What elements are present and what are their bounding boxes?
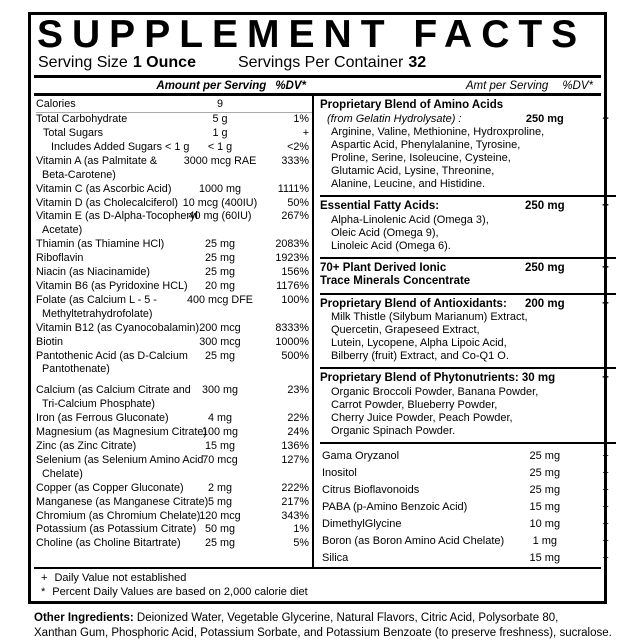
nutrient-name xyxy=(36,523,197,537)
footnote-symbol: + xyxy=(41,572,48,584)
nutrient-name xyxy=(36,155,175,183)
nutrient-name xyxy=(36,384,191,412)
section-title-row xyxy=(320,99,616,113)
nutrient-name-line: Total Sugars xyxy=(43,127,104,140)
nutrient-row xyxy=(36,384,312,412)
supplement-name: Gama Oryzanol xyxy=(322,449,400,462)
nutrient-dv: 136% xyxy=(281,439,309,452)
column-headers xyxy=(34,78,601,93)
other-ingredients-line2: Xanthan Gum, Phosphoric Acid, Potassium Sorbate, and Potassium Benzoate (to preserve freshness), sucralose. xyxy=(34,626,612,639)
nutrient-name-line: Vitamin A (as Palmitate & xyxy=(36,154,158,167)
ingredient-line: Lutein, Lycopene, Alpha Lipoic Acid, xyxy=(331,337,507,350)
nutrient-row xyxy=(36,454,312,482)
nutrient-name-line: Iron (as Ferrous Gluconate) xyxy=(36,412,169,425)
section-title xyxy=(320,298,507,312)
nutrient-row xyxy=(36,523,312,537)
footnotes xyxy=(34,569,601,601)
nutrient-row xyxy=(36,98,312,113)
nutrient-dv: 1% xyxy=(293,113,309,126)
nutrient-name-line: Choline (as Choline Bitartrate) xyxy=(36,537,181,550)
nutrient-dv: 100% xyxy=(281,293,309,306)
nutrient-amount: 70 mcg xyxy=(202,453,238,466)
nutrient-name-line: Beta-Carotene) xyxy=(42,168,116,181)
nutrient-amount: 2 mg xyxy=(207,481,232,494)
supplement-amount: 25 mg xyxy=(529,483,561,496)
nutrient-name-line: Vitamin E (as D-Alpha-Tocopheryl xyxy=(36,210,198,223)
blend-section xyxy=(320,197,616,259)
nutrient-name xyxy=(36,509,201,524)
section-amount: 250 mg xyxy=(525,112,564,125)
footnote-row xyxy=(41,586,601,600)
nutrient-dv: <2% xyxy=(287,140,309,153)
other-ingredients-line1: Deionized Water, Vegetable Glycerine, Natural Flavors, Citric Acid, Polysorbate 80, xyxy=(136,612,559,624)
servings-per-container-value: 32 xyxy=(408,54,427,71)
nutrient-amount: 300 mcg xyxy=(199,335,241,348)
supplement-dv: + xyxy=(602,534,609,547)
nutrient-name xyxy=(36,440,175,454)
supplement-row xyxy=(320,516,616,533)
section-title-row xyxy=(320,262,616,289)
facts-body xyxy=(34,96,609,567)
nutrient-name-line: Includes Added Sugars < 1 g xyxy=(51,140,190,153)
section-title: Proprietary Blend of Amino Acids xyxy=(320,99,504,112)
footnote-row xyxy=(41,572,601,586)
nutrient-name-line: Copper (as Copper Gluconate) xyxy=(36,481,184,494)
nutrient-row xyxy=(36,252,312,266)
right-column xyxy=(314,96,616,567)
nutrient-dv: + xyxy=(302,127,309,140)
nutrient-row xyxy=(36,336,312,350)
nutrient-name-line: Riboflavin xyxy=(36,252,84,265)
nutrient-name-line: Chromium (as Chromium Chelate) xyxy=(36,509,201,522)
nutrient-name-line: Pantothenic Acid (as D-Calcium xyxy=(36,349,188,362)
supplement-dv: + xyxy=(602,500,609,513)
supplement-dv: + xyxy=(602,483,609,496)
section-title-line: 70+ Plant Derived Ionic xyxy=(320,261,447,274)
ingredient-line: Alanine, Leucine, and Histidine. xyxy=(331,178,486,191)
nutrient-row xyxy=(36,350,312,378)
section-dv: + xyxy=(602,297,609,310)
supplement-amount: 15 mg xyxy=(529,500,561,513)
supplement-dv: + xyxy=(602,517,609,530)
supplement-row xyxy=(320,550,616,567)
nutrient-dv: 1923% xyxy=(275,252,309,265)
nutrient-dv: 1111% xyxy=(277,182,309,195)
left-dv-header: %DV* xyxy=(275,80,306,93)
nutrient-name-line: Folate (as Calcium L - 5 - xyxy=(36,293,157,306)
nutrient-dv: 50% xyxy=(287,196,309,209)
nutrient-amount: 9 xyxy=(216,98,223,111)
nutrient-row xyxy=(36,537,312,551)
other-ingredients xyxy=(34,611,614,640)
nutrient-amount: 25 mg xyxy=(204,537,235,550)
ingredient-line: Aspartic Acid, Phenylalanine, Tyrosine, xyxy=(331,139,521,152)
section-title-line: Trace Minerals Concentrate xyxy=(320,275,471,288)
nutrient-dv: 500% xyxy=(281,349,309,362)
nutrient-amount: 25 mg xyxy=(204,266,235,279)
nutrient-row xyxy=(36,127,312,141)
supplement-row xyxy=(320,533,616,550)
left-column xyxy=(34,96,314,567)
nutrient-amount: 1 g xyxy=(212,127,228,140)
left-amount-header: Amount per Serving xyxy=(156,80,267,93)
nutrient-name-line: Pantothenate) xyxy=(42,363,110,376)
nutrient-name-line: Manganese (as Manganese Citrate) xyxy=(36,495,209,508)
nutrient-name-line: Chelate) xyxy=(42,467,83,480)
nutrient-row xyxy=(36,183,312,197)
nutrient-name xyxy=(36,98,175,112)
ingredient-line: Arginine, Valine, Methionine, Hydroxproline, xyxy=(331,126,545,139)
nutrient-name-line: Thiamin (as Thiamine HCl) xyxy=(36,238,165,251)
servings-per-container-label: Servings Per Container xyxy=(237,54,404,71)
nutrient-name-line: Calories xyxy=(36,98,76,111)
section-dv: + xyxy=(602,372,609,385)
nutrient-name-line: Potassium (as Potassium Citrate) xyxy=(36,523,197,536)
ingredient-line: Cherry Juice Powder, Peach Powder, xyxy=(331,411,513,424)
nutrient-row xyxy=(36,280,312,294)
nutrient-name xyxy=(36,140,190,155)
nutrient-name xyxy=(36,426,208,440)
nutrient-dv: 127% xyxy=(281,453,309,466)
nutrient-dv: 222% xyxy=(281,481,309,494)
nutrient-amount: 5 g xyxy=(212,113,228,126)
ingredient-line: Oleic Acid (Omega 9), xyxy=(331,226,439,239)
nutrient-name xyxy=(36,252,175,266)
supplement-row xyxy=(320,482,616,499)
footnote-symbol: * xyxy=(41,585,46,598)
nutrient-row xyxy=(36,266,312,280)
nutrient-row xyxy=(36,197,312,211)
nutrient-row xyxy=(36,113,312,127)
nutrient-dv: 22% xyxy=(287,412,309,425)
right-sections xyxy=(320,96,616,444)
blend-section xyxy=(320,295,616,370)
nutrient-name xyxy=(36,453,204,482)
nutrient-amount: 50 mg xyxy=(204,523,235,536)
nutrient-row xyxy=(36,155,312,183)
supplement-facts-panel xyxy=(28,12,607,604)
supplement-name: Boron (as Boron Amino Acid Chelate) xyxy=(322,534,505,547)
footnote-text: Daily Value not established xyxy=(54,572,187,584)
nutrient-row xyxy=(36,294,312,322)
supplement-amount: 10 mg xyxy=(529,517,561,530)
supplement-dv: + xyxy=(602,449,609,462)
nutrient-dv: 1000% xyxy=(275,335,309,348)
ingredient-line: Milk Thistle (Silybum Marianum) Extract, xyxy=(331,311,528,324)
supplement-row xyxy=(320,465,616,482)
nutrient-name xyxy=(36,294,175,322)
section-dv: + xyxy=(602,112,609,125)
section-title-line: Proprietary Blend of Antioxidants: xyxy=(320,297,507,310)
nutrient-row xyxy=(36,426,312,440)
ingredient-line: Glutamic Acid, Lysine, Threonine, xyxy=(331,165,495,178)
nutrient-row xyxy=(36,510,312,524)
nutrient-name xyxy=(36,196,179,211)
nutrient-name xyxy=(36,349,188,378)
nutrient-name-line: Methyltetrahydrofolate) xyxy=(42,307,153,320)
nutrient-amount: 25 mg xyxy=(204,252,235,265)
ingredient-line: Organic Spinach Powder. xyxy=(331,424,456,437)
section-dv: + xyxy=(602,200,609,213)
section-title-line: Essential Fatty Acids: xyxy=(320,200,440,213)
section-title-row xyxy=(320,298,616,312)
ingredient-line: Quercetin, Grapeseed Extract, xyxy=(331,324,480,337)
serving-info xyxy=(34,53,601,75)
nutrient-amount: 25 mg xyxy=(204,349,235,362)
nutrient-dv: 23% xyxy=(287,384,309,397)
nutrient-name-line: Acetate) xyxy=(42,224,83,237)
nutrient-amount: 4 mg xyxy=(207,412,232,425)
ingredient-line: Alpha-Linolenic Acid (Omega 3), xyxy=(331,213,489,226)
left-column-header xyxy=(34,80,312,92)
panel-title: SUPPLEMENT FACTS xyxy=(37,13,587,56)
right-rows xyxy=(320,444,616,567)
ingredient-line: Proline, Serine, Isoleucine, Cysteine, xyxy=(331,152,511,165)
right-amount-header: Amt per Serving xyxy=(465,80,549,93)
nutrient-dv: 333% xyxy=(281,154,309,167)
supplement-name: Silica xyxy=(322,551,349,564)
nutrient-name-line: Selenium (as Selenium Amino Acid xyxy=(36,453,204,466)
nutrient-name-line: Vitamin C (as Ascorbic Acid) xyxy=(36,182,172,195)
section-amount: 250 mg xyxy=(524,200,565,213)
supplement-name: DimethylGlycine xyxy=(322,517,402,530)
section-title: Proprietary Blend of Phytonutrients: 30 mg xyxy=(320,372,556,385)
nutrient-name-line: Zinc (as Zinc Citrate) xyxy=(36,439,137,452)
section-subtitle: (from Gelatin Hydrolysate) : xyxy=(327,112,462,125)
nutrient-dv: 8333% xyxy=(275,321,309,334)
nutrient-row xyxy=(36,412,312,426)
supplement-amount: 25 mg xyxy=(529,466,561,479)
serving-size-label: Serving Size xyxy=(38,54,128,71)
nutrient-name-line: Niacin (as Niacinamide) xyxy=(36,266,151,279)
nutrient-dv: 217% xyxy=(281,495,309,508)
nutrient-amount: 5 mg xyxy=(207,495,232,508)
nutrient-amount: 300 mg xyxy=(201,384,238,397)
section-title xyxy=(320,200,507,214)
nutrient-row xyxy=(36,141,312,155)
supplement-name: Citrus Bioflavonoids xyxy=(322,483,420,496)
ingredient-line: Bilberry (fruit) Extract, and Co-Q1 O. xyxy=(331,350,509,363)
nutrient-amount: 200 mcg xyxy=(199,321,241,334)
supplement-amount: 1 mg xyxy=(532,534,558,547)
nutrient-dv: 5% xyxy=(293,537,309,550)
nutrient-name xyxy=(36,210,198,238)
supplement-row xyxy=(320,499,616,516)
blend-section xyxy=(320,259,616,295)
ingredient-line: Organic Broccoli Powder, Banana Powder, xyxy=(331,385,539,398)
supplement-row xyxy=(320,448,616,465)
blend-section xyxy=(320,96,616,197)
section-amount: 250 mg xyxy=(524,261,565,274)
nutrient-name xyxy=(36,336,175,350)
nutrient-dv: 1176% xyxy=(276,280,309,293)
nutrient-amount: 3000 mcg RAE xyxy=(183,154,257,167)
nutrient-dv: 156% xyxy=(281,266,309,279)
footnote-text: Percent Daily Values are based on 2,000 calorie diet xyxy=(52,585,308,598)
blend-section xyxy=(320,369,616,444)
nutrient-row xyxy=(36,440,312,454)
supplement-dv: + xyxy=(602,466,609,479)
nutrient-name xyxy=(36,113,175,127)
nutrient-amount: 400 mcg DFE xyxy=(186,293,253,306)
nutrient-amount: < 1 g xyxy=(207,140,233,153)
supplement-amount: 25 mg xyxy=(529,449,561,462)
supplement-name: PABA (p-Amino Benzoic Acid) xyxy=(322,500,468,513)
nutrient-name xyxy=(36,238,175,252)
nutrient-row xyxy=(36,496,312,510)
nutrient-dv: 267% xyxy=(281,210,309,223)
other-ingredients-label: Other Ingredients: xyxy=(34,612,134,624)
nutrient-name xyxy=(36,321,200,336)
nutrient-name xyxy=(36,495,209,510)
nutrient-name-line: Vitamin B6 (as Pyridoxine HCL) xyxy=(36,280,188,293)
nutrient-name xyxy=(36,481,184,496)
nutrient-name xyxy=(36,537,181,551)
nutrient-name-line: Vitamin D (as Cholecalciferol) xyxy=(36,196,179,209)
section-amount: 200 mg xyxy=(524,297,565,310)
nutrient-dv: 2083% xyxy=(275,238,309,251)
nutrient-row xyxy=(36,238,312,252)
nutrient-amount: 10 mcg (400IU) xyxy=(182,196,258,209)
nutrient-name-line: Vitamin B12 (as Cyanocobalamin) xyxy=(36,321,200,334)
nutrient-row xyxy=(36,482,312,496)
nutrient-row xyxy=(36,322,312,336)
nutrient-name-line: Magnesium (as Magnesium Citrate) xyxy=(36,426,208,439)
right-column-header xyxy=(312,80,601,92)
nutrient-amount: 100 mg xyxy=(201,426,238,439)
nutrient-dv: 1% xyxy=(293,523,309,536)
nutrient-amount: 1000 mg xyxy=(198,182,242,195)
supplement-name: Inositol xyxy=(322,466,357,479)
right-dv-header: %DV* xyxy=(562,80,593,93)
supplement-dv: + xyxy=(602,551,609,564)
nutrient-name xyxy=(36,183,175,197)
nutrient-amount: 40 mg (60IU) xyxy=(188,210,252,223)
nutrient-amount: 15 mg xyxy=(204,439,235,452)
ingredient-line: Linoleic Acid (Omega 6). xyxy=(331,239,451,252)
serving-size-value: 1 Ounce xyxy=(132,54,196,71)
nutrient-amount: 25 mg xyxy=(204,238,235,251)
nutrient-dv: 343% xyxy=(281,509,309,522)
section-dv: + xyxy=(602,261,609,274)
supplement-amount: 15 mg xyxy=(529,551,561,564)
nutrient-amount: 20 mg xyxy=(204,280,235,293)
section-subtitle-row xyxy=(320,113,616,127)
nutrient-name-line: Calcium (as Calcium Citrate and xyxy=(36,384,191,397)
nutrient-name-line: Biotin xyxy=(36,335,64,348)
nutrient-name xyxy=(36,280,188,294)
nutrient-name xyxy=(36,266,175,280)
nutrient-name xyxy=(36,412,175,426)
nutrient-name-line: Total Carbohydrate xyxy=(36,113,128,126)
section-title xyxy=(320,262,507,289)
section-title-row xyxy=(320,372,616,386)
nutrient-amount: 120 mcg xyxy=(199,509,241,522)
nutrient-name-line: Tri-Calcium Phosphate) xyxy=(42,398,156,411)
section-title-row xyxy=(320,200,616,214)
nutrient-name xyxy=(36,127,175,141)
ingredient-line: Carrot Powder, Blueberry Powder, xyxy=(331,398,498,411)
nutrient-dv: 24% xyxy=(287,426,309,439)
nutrient-row xyxy=(36,210,312,238)
